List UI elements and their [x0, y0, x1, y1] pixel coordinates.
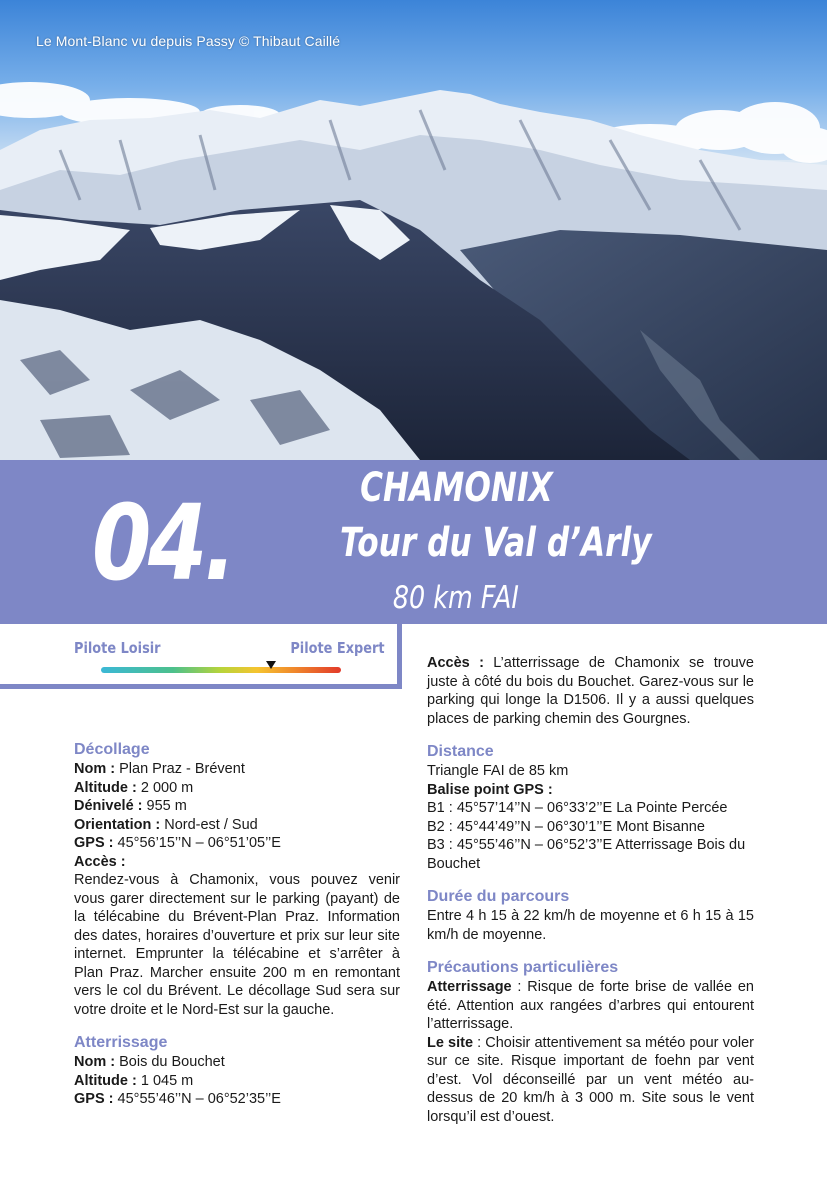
section-heading-decollage: Décollage — [74, 741, 150, 758]
route-title-line2: Tour du Val d’Arly — [339, 520, 652, 566]
difficulty-scale — [0, 624, 402, 689]
atterrissage-altitude: Altitude : 1 045 m — [74, 1072, 194, 1089]
decollage-nom: Nom : Plan Praz - Brévent — [74, 761, 245, 777]
decollage-gps: GPS : 45°56’15’’N – 06°51’05’’E — [74, 835, 281, 851]
difficulty-min-label: Pilote Loisir — [74, 639, 161, 657]
atterrissage-acces: Accès : L’atterrissage de Chamonix se trouve juste à côté du bois du Bouchet. Garez-vous sur le parking qui longe la D1506. Il y a aussi quelques places de parking chemin des Gourgnes. — [427, 655, 754, 727]
mountain-landscape-illustration — [0, 0, 827, 460]
hero-photo — [0, 0, 827, 460]
decollage-denivele: Dénivelé : 955 m — [74, 798, 187, 814]
atterrissage-nom: Nom : Bois du Bouchet — [74, 1054, 225, 1070]
photo-credit: Le Mont-Blanc vu depuis Passy © Thibaut Caillé — [36, 33, 341, 49]
section-heading-precautions: Précautions particulières — [427, 959, 619, 976]
precautions-atterrissage: Atterrissage : Risque de forte brise de vallée en été. Attention aux rangées d’arbres qui entourent l’atterrissage. — [427, 979, 754, 1032]
precautions-site: Le site : Choisir attentivement sa météo pour voler sur ce site. Risque important de foehn par vent d’est. Vol déconseillé par un vent météo au-dessus de 20 km/h à 3 000 m. Site sous le vent lorsqu’il est d’ouest. — [427, 1034, 754, 1125]
section-heading-distance: Distance — [427, 743, 494, 760]
section-heading-atterrissage: Atterrissage — [74, 1034, 168, 1051]
distance-triangle: Triangle FAI de 85 km — [427, 763, 569, 779]
distance-balise-label: Balise point GPS : — [427, 781, 553, 798]
difficulty-marker-icon — [266, 661, 276, 669]
route-title-line1: CHAMONIX — [359, 465, 553, 511]
section-heading-duree: Durée du parcours — [427, 888, 570, 905]
difficulty-gradient-bar — [101, 667, 341, 673]
distance-b3: B3 : 45°55’46’’N – 06°52’3’’E Atterrissage Bois du Bouchet — [427, 837, 746, 872]
right-column — [427, 654, 754, 1126]
decollage-acces-text: Rendez-vous à Chamonix, vous pouvez venir vous garer directement sur le parking (payant) de la télécabine du Brévent-Plan Praz. Information des dates, horaires d’ouverture et prix sur leur site internet. Emprunter la télécabine et s’arrêter à Plan Praz. Marcher ensuite 200 m en remontant vers le col du Brévent. Le décollage Sud sera sur votre droite et le Nord-Est sur la gauche. — [74, 872, 400, 1018]
route-subtitle: 80 km FAI — [392, 580, 519, 616]
left-column — [74, 740, 400, 1109]
duree-text: Entre 4 h 15 à 22 km/h de moyenne et 6 h 15 à 15 km/h de moyenne. — [427, 908, 754, 943]
decollage-altitude: Altitude : 2 000 m — [74, 779, 194, 796]
atterrissage-gps: GPS : 45°55’46’’N – 06°52’35’’E — [74, 1091, 281, 1107]
decollage-acces-label: Accès : — [74, 853, 126, 870]
route-number: 04. — [92, 482, 234, 604]
decollage-orientation: Orientation : Nord-est / Sud — [74, 816, 258, 833]
distance-b2: B2 : 45°44’49’’N – 06°30’1’’E Mont Bisanne — [427, 818, 705, 835]
distance-b1: B1 : 45°57’14’’N – 06°33’2’’E La Pointe Percée — [427, 800, 728, 816]
difficulty-max-label: Pilote Expert — [290, 639, 385, 657]
